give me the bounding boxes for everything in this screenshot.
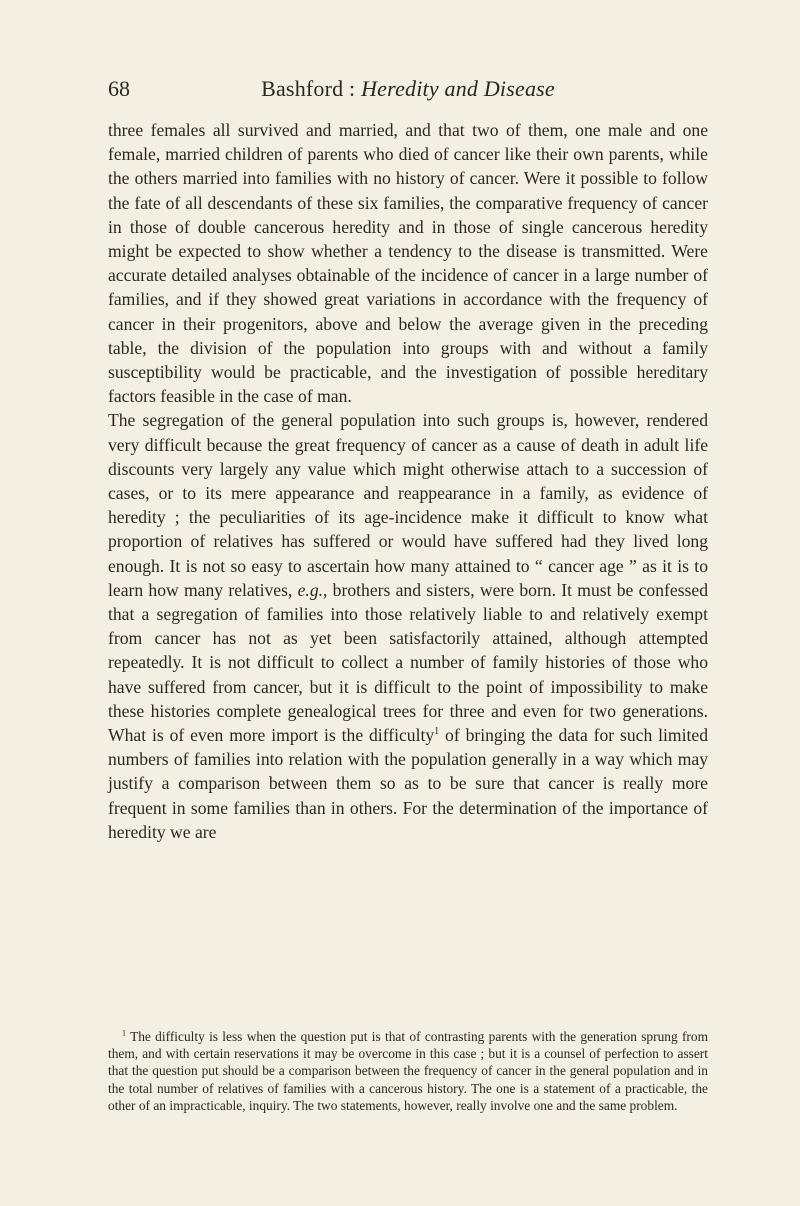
running-title-author: Bashford — [261, 76, 344, 101]
running-head — [108, 72, 708, 106]
running-title-separator: : — [343, 76, 362, 101]
footnote-1 — [108, 1028, 708, 1114]
paragraph-2-italic: e.g. — [297, 579, 324, 600]
footnote-text: The difficulty is less when the question put is that of contrasting parents with the generation sprung from them, and with certain reservations it may be overcome in this case ; but it is a counsel of perfection to assert that the question put should be a comparison between the frequency of cancer in the general population and in the total number of relatives of families with a cancerous history. The one is a statement of a practicable, the other of an impracticable, inquiry. The two statements, however, really involve one and the same problem. — [108, 1029, 708, 1113]
paragraph-1: three females all survived and married, and that two of them, one male and one female, married children of parents who died of cancer like their own parents, while the others married into families with no history of cancer. Were it possible to follow the fate of all descendants of these six families, the comparative frequency of cancer in those of double cancerous heredity and in those of single cancerous heredity might be expected to show whether a tendency to the disease is transmitted. Were accurate detailed analyses obtainable of the incidence of cancer in a large number of families, and if they showed great variations in accordance with the frequency of cancer in their progenitors, above and below the average given in the preceding table, the division of the population into groups with and without a family susceptibility would be practicable, and the investigation of possible hereditary factors feasible in the case of man. — [108, 120, 708, 407]
footnote-marker: 1 — [122, 1028, 126, 1038]
footnotes — [108, 1028, 708, 1114]
page-number: 68 — [108, 76, 130, 101]
paragraph-2-part-1: The segregation of the general population into such groups is, however, rendered very difficult because the great frequency of cancer as a cause of death in adult life discounts very largely any value which might otherwise attach to a succession of cases, or to its mere appearance and reappearance in a family, as evidence of heredity ; the peculiarities of its age-incidence make it difficult to know what proportion of relatives has suffered or would have suffered had they lived long enough. It is not so easy to ascertain how many attained to “ cancer age ” as it is to learn how many relatives, — [108, 410, 708, 600]
footnote-reference: 1 — [434, 726, 440, 738]
paragraph-2-part-3: of bringing the data for such limited numbers of families into relation with the population generally in a way which may justify a comparison between them so as to be sure that cancer is really more frequent in some families than in others. For the determination of the importance of heredity we are — [108, 725, 708, 842]
paragraph-2 — [108, 408, 708, 844]
body-text — [108, 118, 708, 844]
running-title — [108, 72, 708, 106]
running-title-work: Heredity and Disease — [361, 76, 555, 101]
paragraph-2-part-2: , brothers and sisters, were born. It must be confessed that a segregation of families into those relatively liable to and relatively exempt from cancer has not as yet been satisfactorily attained, although attempted repeatedly. It is not difficult to collect a number of family histories of those who have suffered from cancer, but it is difficult to the point of impossibility to make these histories complete genealogical trees for three and even for two generations. What is of even more import is the difficulty — [108, 579, 708, 746]
